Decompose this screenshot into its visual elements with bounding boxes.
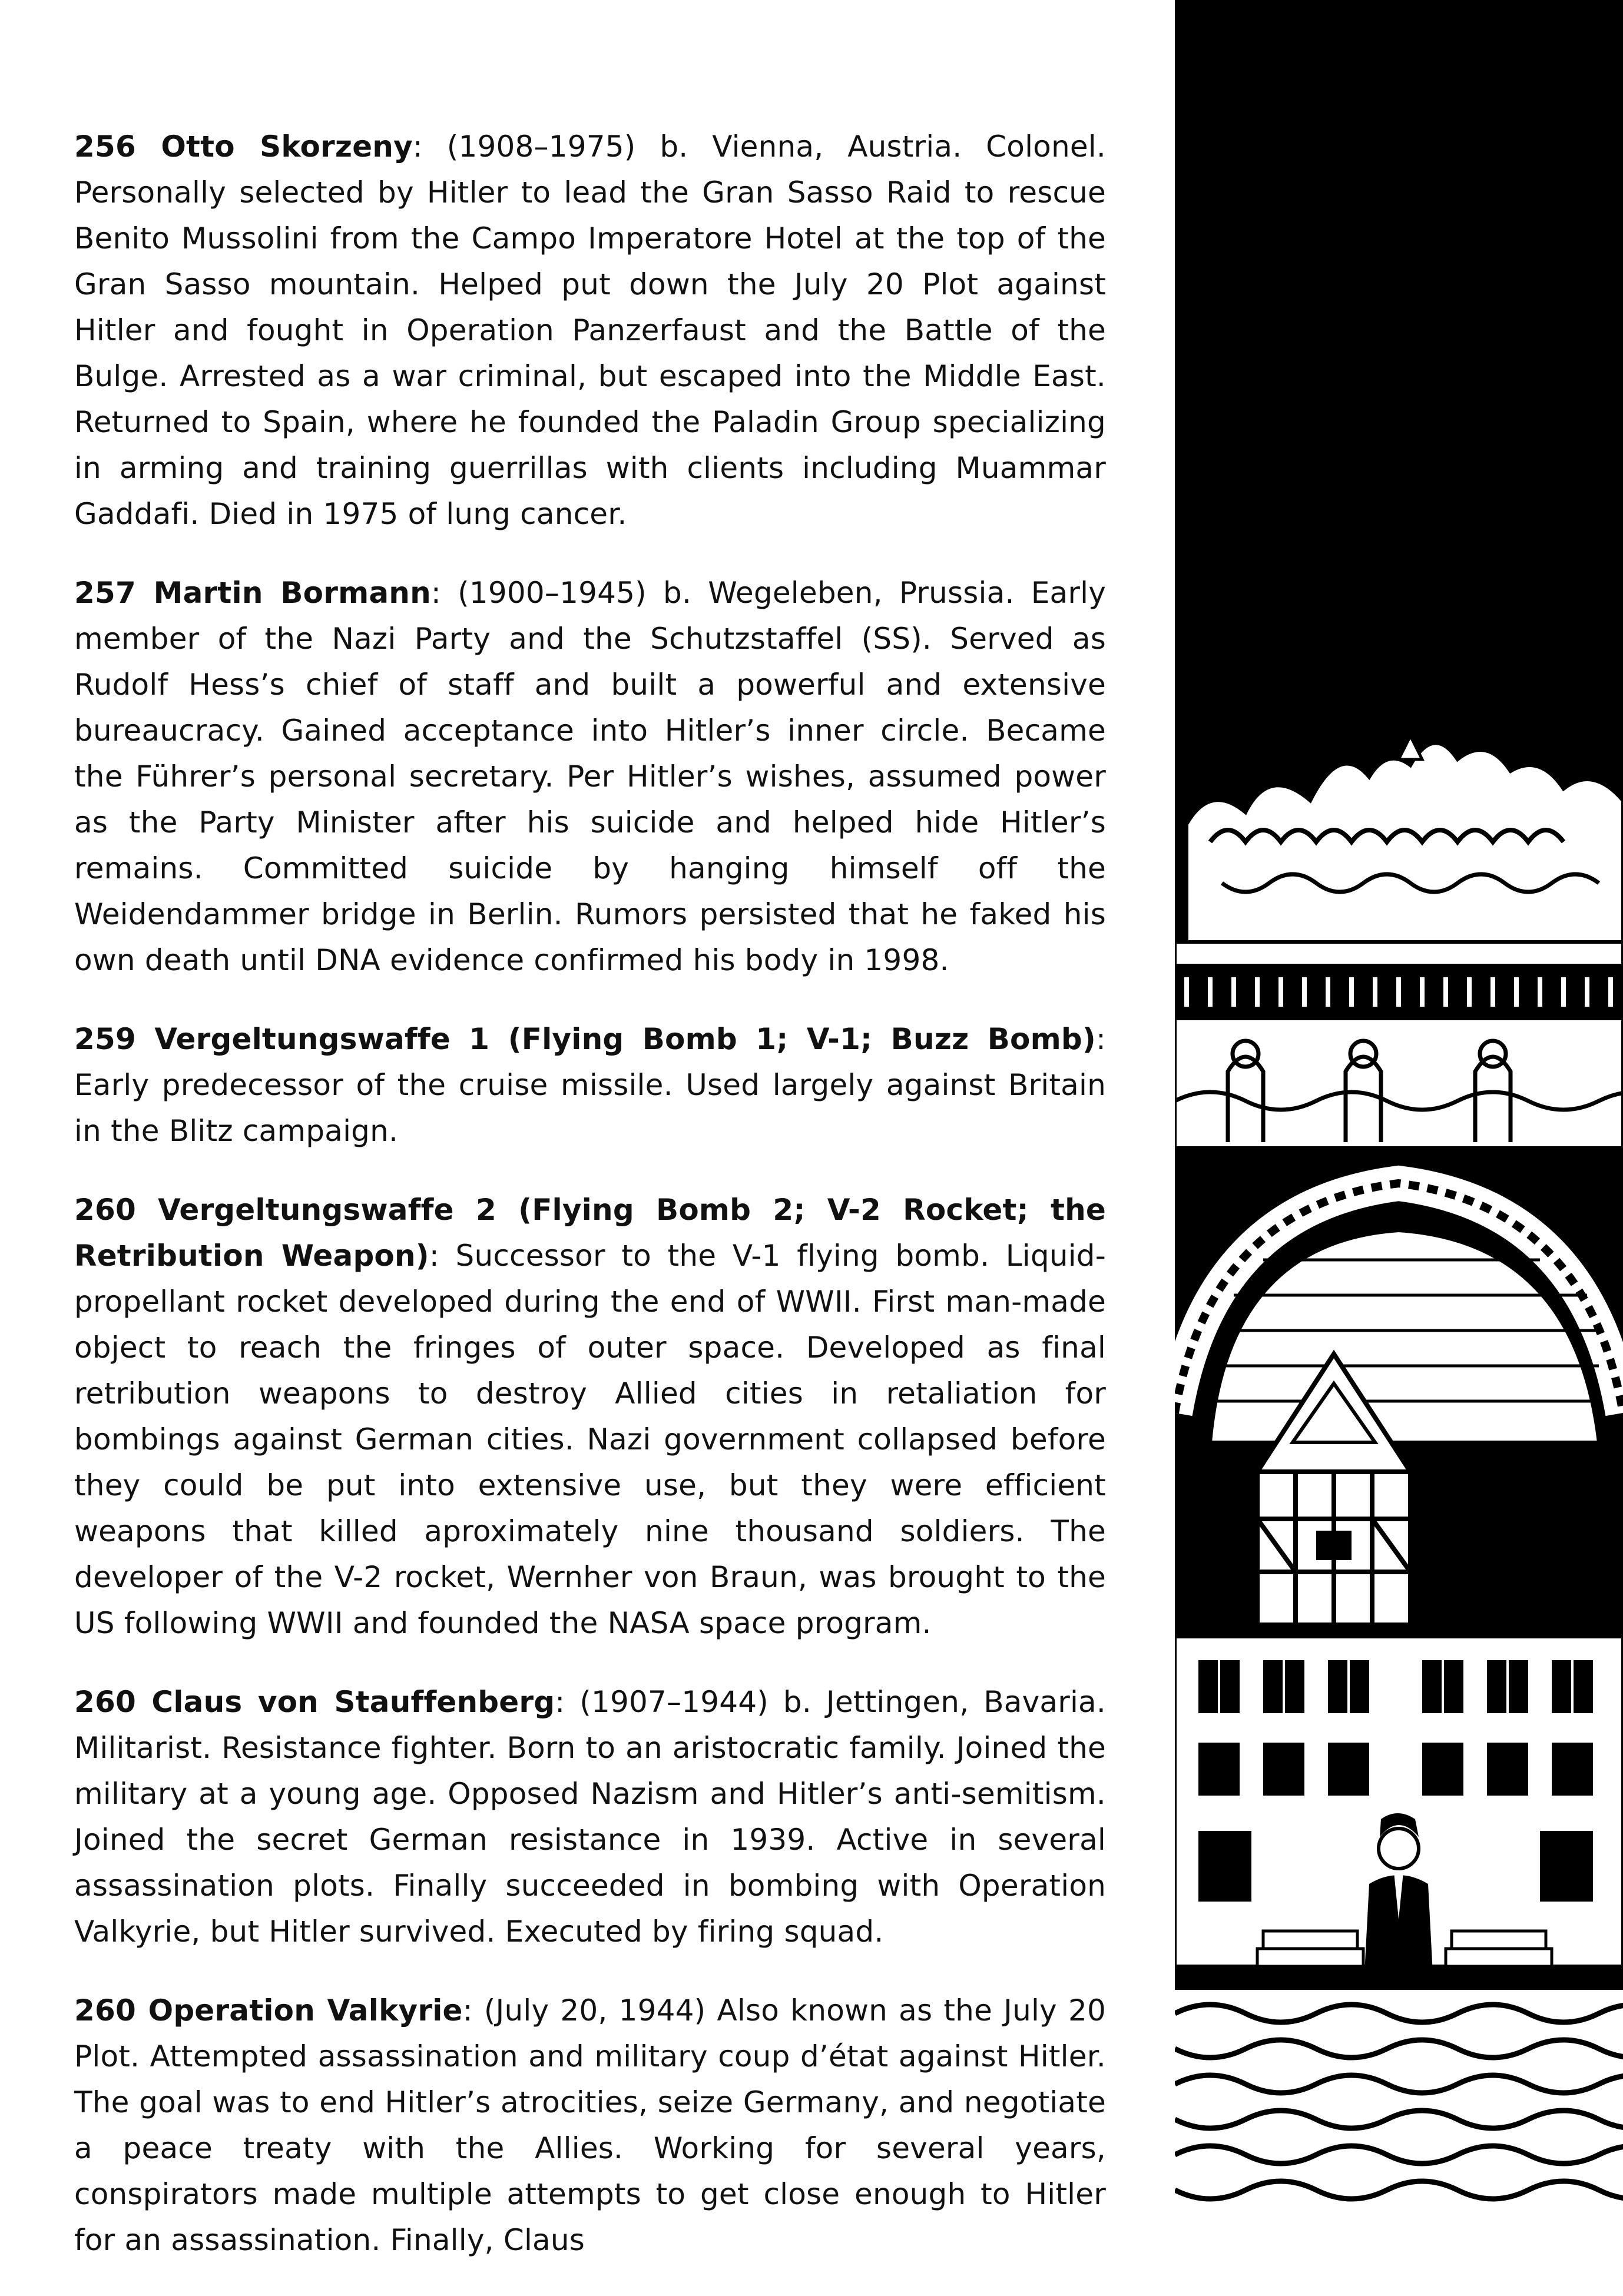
entry-heading: 260 Vergeltungswaffe 2 (Flying Bomb 2; V-2 Rocket; the Retribution Weapon) — [74, 1193, 1106, 1273]
entry-heading: 260 Claus von Stauffenberg — [74, 1685, 555, 1719]
glossary-entry-stauffenberg — [74, 1679, 1106, 1955]
entry-body: : (July 20, 1944) Also known as the July 20 Plot. Attempted assassination and military coup d’état against Hitler. The goal was to end Hitler’s atrocities, seize Germany, and negotiate a peace treaty with the Allies. Working for several years, conspirators made multiple attempts to get close enough to Hitler for an assassination. Finally, Claus — [74, 1993, 1106, 2257]
entry-body: : Successor to the V-1 flying bomb. Liquid-propellant rocket developed during the end of WWII. First man-made object to reach the fringes of outer space. Developed as final retribution weapons to destroy Allied cities in retaliation for bombings against German cities. Nazi government collapsed before they could be put into extensive use, but they were efficient weapons that killed aproximately nine thousand soldiers. The developer of the V-2 rocket, Wernher von Braun, was brought to the US following WWII and founded the NASA space program. — [74, 1239, 1106, 1640]
entry-body: : (1908–1975) b. Vienna, Austria. Colonel. Personally selected by Hitler to lead the Gran Sasso Raid to rescue Benito Mussolini from the Campo Imperatore Hotel at the top of the Gran Sasso mountain. Helped put down the July 20 Plot against Hitler and fought in Operation Panzerfaust and the Battle of the Bulge. Arrested as a war criminal, but escaped into the Middle East. Returned to Spain, where he founded the Paladin Group specializing in arming and training guerrillas with clients including Muammar Gaddafi. Died in 1975 of lung cancer. — [74, 130, 1106, 531]
glossary-entry-v2 — [74, 1187, 1106, 1646]
glossary-entry-bormann — [74, 570, 1106, 983]
glossary-text-column — [74, 124, 1106, 2296]
entry-heading: 256 Otto Skorzeny — [74, 130, 413, 164]
entry-heading: 257 Martin Bormann — [74, 576, 431, 610]
glossary-entry-skorzeny — [74, 124, 1106, 537]
glossary-entry-valkyrie — [74, 1988, 1106, 2263]
entry-heading: 260 Operation Valkyrie — [74, 1993, 463, 2028]
entry-body: : Early predecessor of the cruise missile. Used largely against Britain in the Blitz campaign. — [74, 1022, 1106, 1148]
glossary-entry-v1 — [74, 1016, 1106, 1154]
entry-body: : (1900–1945) b. Wegeleben, Prussia. Early member of the Nazi Party and the Schutzstaffel (SS). Served as Rudolf Hess’s chief of staff and built a powerful and extensive bureaucracy. Gained acceptance into Hitler’s inner circle. Became the Führer’s personal secretary. Per Hitler’s wishes, assumed power as the Party Minister after his suicide and helped hide Hitler’s remains. Committed suicide by hanging himself off the Weidendammer bridge in Berlin. Rumors persisted that he faked his own death until DNA evidence confirmed his body in 1998. — [74, 576, 1107, 977]
building-illustration — [1175, 0, 1623, 2219]
entry-heading: 259 Vergeltungswaffe 1 (Flying Bomb 1; V-1; Buzz Bomb) — [74, 1022, 1096, 1056]
illustration-panel — [1175, 0, 1623, 2219]
entry-body: : (1907–1944) b. Jettingen, Bavaria. Militarist. Resistance fighter. Born to an aristocratic family. Joined the military at a young age. Opposed Nazism and Hitler’s anti-semitism. Joined the secret German resistance in 1939. Active in several assassination plots. Finally succeeded in bombing with Operation Valkyrie, but Hitler survived. Executed by firing squad. — [74, 1685, 1106, 1949]
